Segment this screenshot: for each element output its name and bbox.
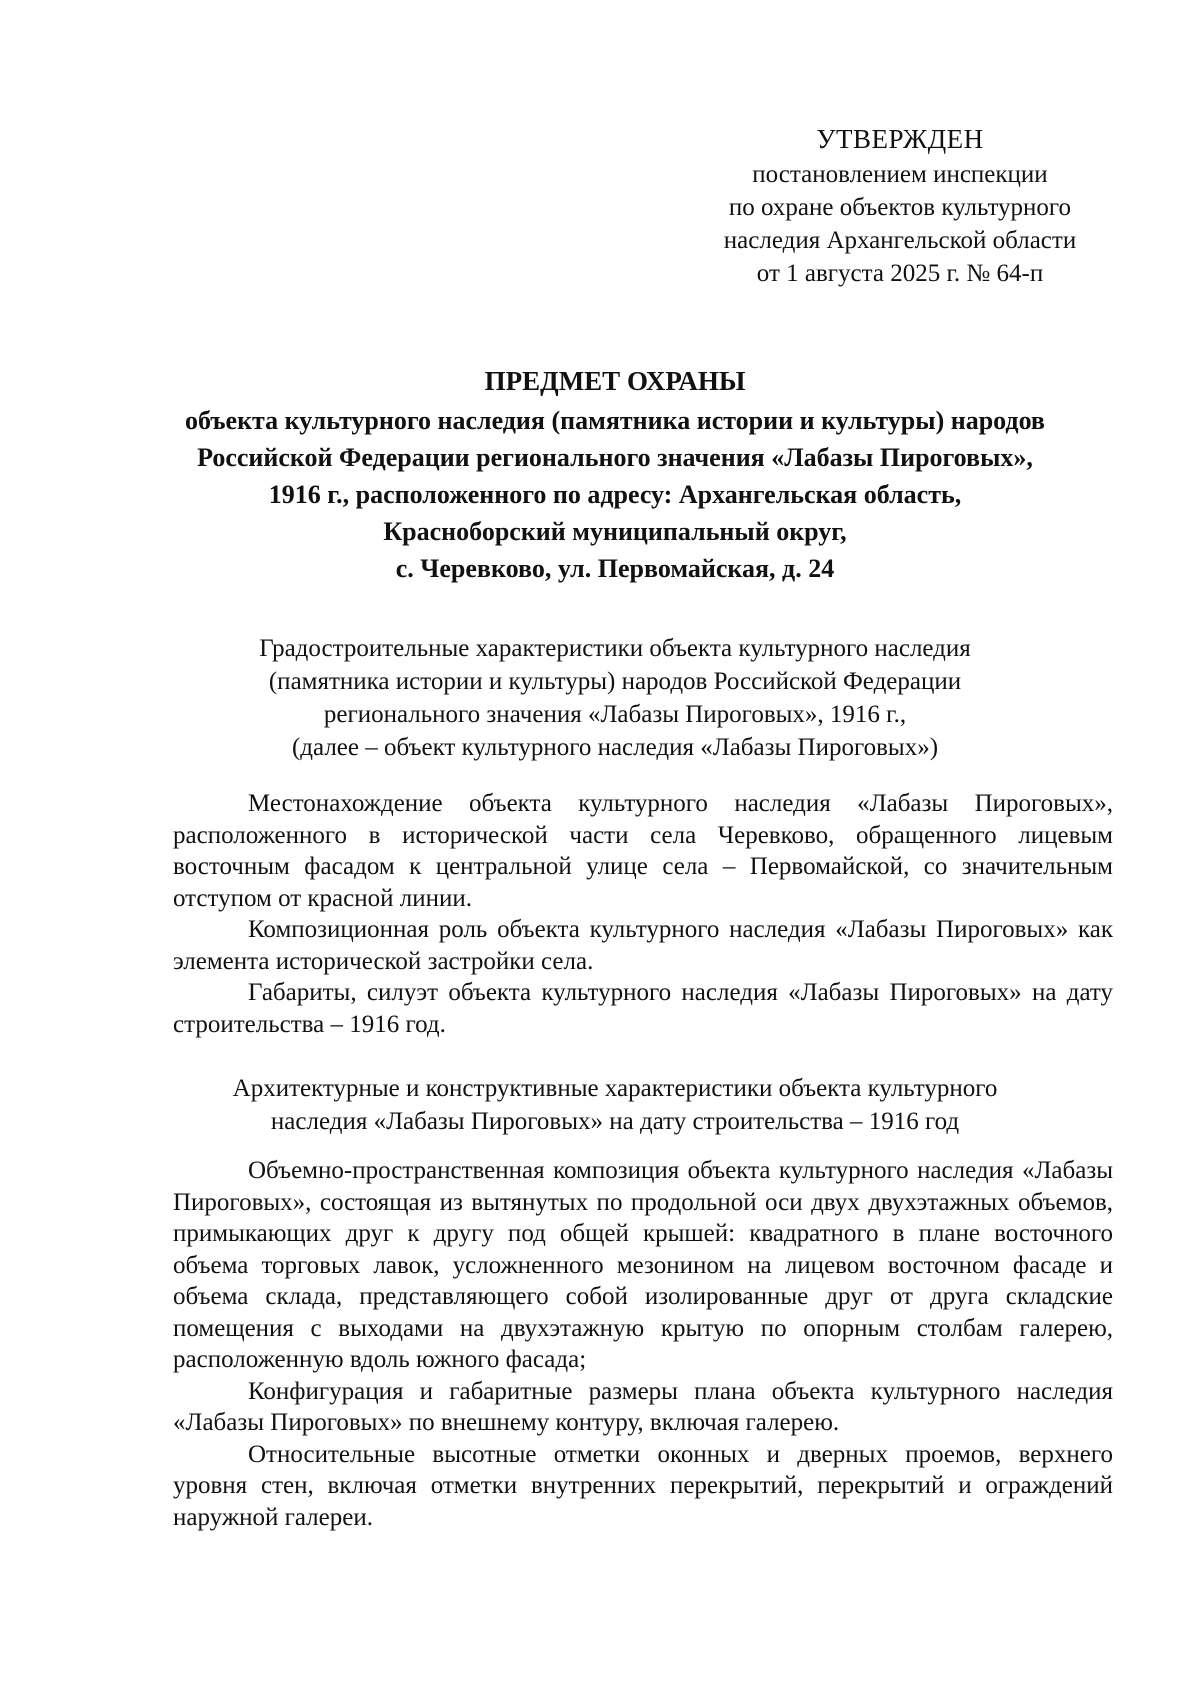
approval-line: по охране объектов культурного <box>728 194 1072 221</box>
section-heading-line: (далее – объект культурного наследия «Лабазы Пироговых») <box>291 734 939 761</box>
paragraph: Композиционная роль объекта культурного наследия «Лабазы Пироговых» как элемента исторической застройки села. <box>173 916 1113 975</box>
section-heading-line: Градостроительные характеристики объекта культурного наследия <box>259 635 971 662</box>
paragraph: Относительные высотные отметки оконных и дверных проемов, верхнего уровня стен, включая отметки внутренних перекрытий, перекрытий и ограждений наружной галереи. <box>173 1440 1113 1531</box>
paragraph: Конфигурация и габаритные размеры плана объекта культурного наследия «Лабазы Пироговых» по внешнему контуру, включая галерею. <box>173 1377 1113 1436</box>
paragraph: Габариты, силуэт объекта культурного наследия «Лабазы Пироговых» на дату строительства – 1916 год. <box>173 979 1113 1038</box>
heading-line: 1916 г., расположенного по адресу: Архангельская область, <box>268 480 962 509</box>
section-heading-line: наследия «Лабазы Пироговых» на дату строительства – 1916 год <box>270 1108 960 1135</box>
heading-line: Российской Федерации регионального значения «Лабазы Пироговых», <box>197 443 1033 472</box>
section-heading-line: (памятника истории и культуры) народов Российской Федерации <box>268 668 962 695</box>
approval-date: от 1 августа 2025 г. № 64-п <box>756 260 1044 287</box>
section-body-architecture <box>173 1155 1113 1533</box>
section-heading-urban <box>160 632 1070 764</box>
document-heading <box>160 363 1070 587</box>
section-heading-architecture <box>160 1072 1070 1138</box>
document-title: ПРЕДМЕТ ОХРАНЫ <box>484 366 746 396</box>
paragraph: Объемно-пространственная композиция объекта культурного наследия «Лабазы Пироговых», состоящая из вытянутых по продольной оси двух двухэтажных объемов, примыкающих друг к другу под общей крышей: квадратного в плане восточного объема торговых лавок, усложненного мезонином на лицевом восточном фасаде и объема склада, представляющего собой изолированные друг от друга складские помещения с выходами на двухэтажную крытую по опорным столбам галерею, расположенную вдоль южного фасада; <box>173 1157 1113 1373</box>
section-heading-line: Архитектурные и конструктивные характеристики объекта культурного <box>232 1075 998 1102</box>
approval-stamp <box>690 123 1110 290</box>
approval-title: УТВЕРЖДЕН <box>816 124 984 154</box>
heading-line: объекта культурного наследия (памятника истории и культуры) народов <box>185 406 1045 435</box>
section-body-urban <box>173 788 1113 1040</box>
paragraph: Местонахождение объекта культурного наследия «Лабазы Пироговых», расположенного в исторической части села Черевково, обращенного лицевым восточным фасадом к центральной улице села – Первомайской, со значительным отступом от красной линии. <box>173 790 1113 912</box>
section-heading-line: регионального значения «Лабазы Пироговых», 1916 г., <box>323 701 907 728</box>
approval-line: постановлением инспекции <box>752 161 1048 188</box>
approval-line: наследия Архангельской области <box>723 227 1077 254</box>
heading-line: Красноборский муниципальный округ, <box>383 517 847 546</box>
heading-line: с. Черевково, ул. Первомайская, д. 24 <box>395 554 835 583</box>
